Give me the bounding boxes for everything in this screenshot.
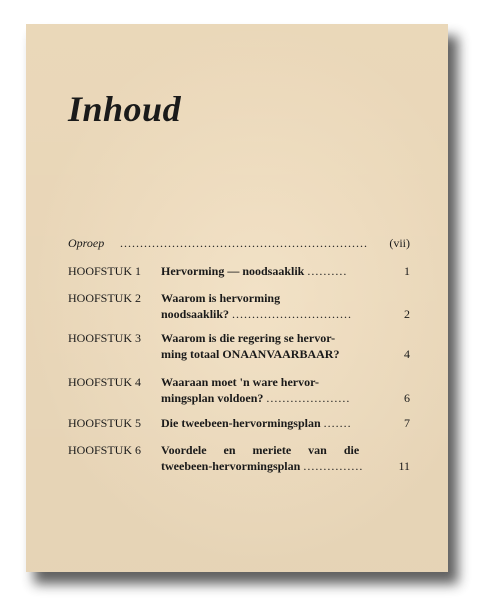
toc-chapter-page: 4 — [404, 347, 410, 361]
book-page — [26, 24, 448, 572]
toc-chapter-page: 7 — [404, 416, 410, 430]
toc-chapter-leader: ............... — [303, 459, 364, 473]
toc-row-chapter-4 — [68, 375, 410, 407]
toc-chapter-label: HOOFSTUK 1 — [68, 264, 142, 278]
toc-chapter-title — [161, 375, 368, 407]
toc-chapter-page: 11 — [398, 459, 410, 473]
toc-chapter-label: HOOFSTUK 3 — [68, 331, 142, 345]
toc-chapter-title-line-2: mingsplan voldoen? — [161, 391, 264, 405]
toc-row-chapter-1 — [68, 264, 410, 280]
toc-row-foreword — [68, 236, 410, 252]
toc-chapter-leader: .............................. — [232, 307, 353, 321]
toc-chapter-title — [161, 416, 368, 432]
toc-chapter-title-line-2: ming totaal ONAANVAARBAAR? — [161, 347, 340, 361]
toc-row-chapter-2 — [68, 291, 410, 323]
toc-chapter-title — [161, 264, 368, 280]
page-title: Inhoud — [68, 89, 182, 129]
toc-foreword-page: (vii) — [389, 236, 410, 250]
toc-chapter-title-line-1: Die tweebeen-hervormingsplan — [161, 416, 321, 430]
toc-chapter-title-line-1: Waarom is die regering se hervor- — [161, 331, 336, 345]
toc-row-chapter-5 — [68, 416, 410, 432]
toc-row-chapter-3 — [68, 331, 410, 363]
toc-chapter-title — [161, 291, 368, 323]
toc-chapter-title-line-1: Hervorming — noodsaaklik — [161, 264, 305, 278]
toc-chapter-title — [161, 443, 368, 475]
toc-chapter-label: HOOFSTUK 2 — [68, 291, 142, 305]
toc-chapter-leader: .......... — [307, 264, 348, 278]
toc-foreword-label: Oproep — [68, 236, 105, 250]
toc-chapter-title-line-1: Waarom is hervorming — [161, 291, 281, 305]
toc-chapter-label: HOOFSTUK 5 — [68, 416, 142, 430]
toc-chapter-leader: ....... — [323, 416, 352, 430]
toc-chapter-title-line-1: Voordele en meriete van die — [161, 443, 360, 457]
toc-chapter-title-line-2: noodsaaklik? — [161, 307, 230, 321]
toc-row-chapter-6 — [68, 443, 410, 475]
toc-chapter-page: 2 — [404, 307, 410, 321]
toc-chapter-page: 6 — [404, 391, 410, 405]
toc-chapter-label: HOOFSTUK 6 — [68, 443, 142, 457]
toc-chapter-leader: ..................... — [266, 391, 351, 405]
toc-foreword-leader: .............................................................. — [120, 236, 368, 250]
toc-chapter-page: 1 — [404, 264, 410, 278]
toc-chapter-title-line-1: Waaraan moet 'n ware hervor- — [161, 375, 319, 389]
toc-chapter-title-line-2: tweebeen-hervormingsplan — [161, 459, 301, 473]
toc-chapter-title — [161, 331, 368, 363]
toc-chapter-label: HOOFSTUK 4 — [68, 375, 142, 389]
